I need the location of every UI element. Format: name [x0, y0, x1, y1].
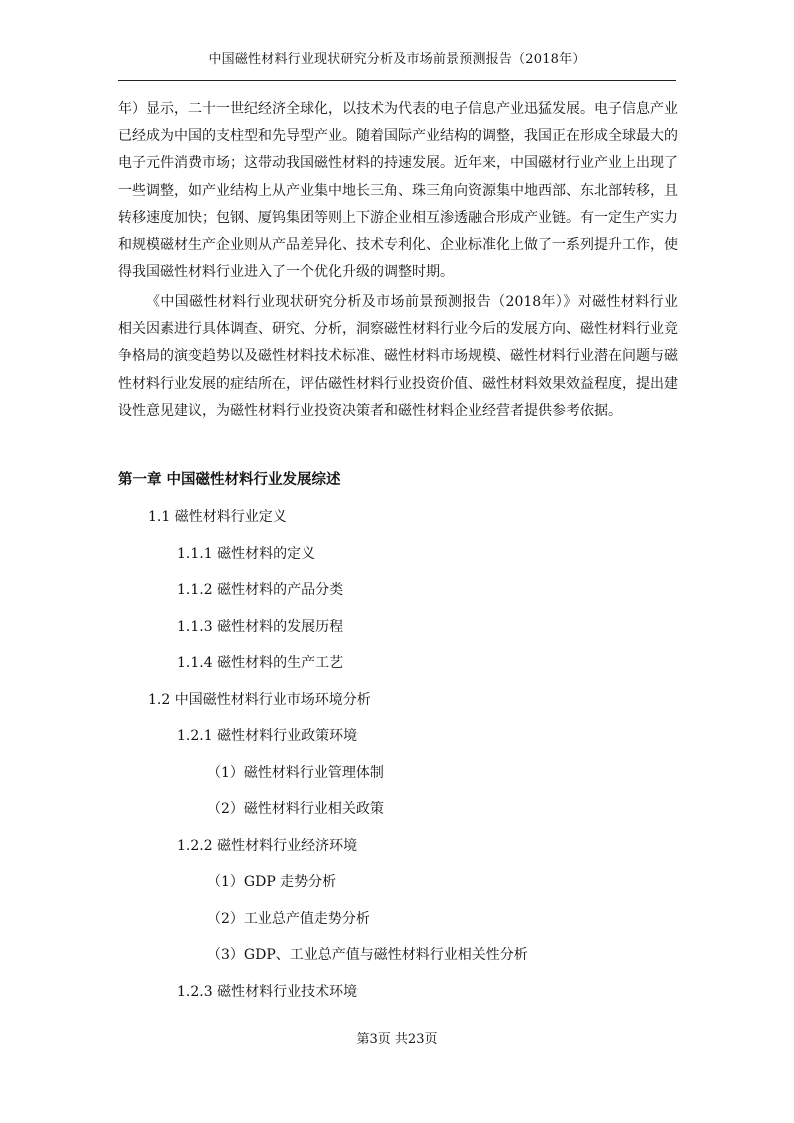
header-divider: [118, 80, 676, 81]
toc-entry: 1.1.4 磁性材料的生产工艺: [177, 655, 344, 671]
toc-entry: （1）磁性材料行业管理体制: [207, 764, 384, 781]
toc-entry: 1.1.2 磁性材料的产品分类: [177, 582, 344, 598]
body-paragraph-1: 年）显示，二十一世纪经济全球化，以技术为代表的电子信息产业迅猛发展。电子信息产业已经成为中国的支柱型和先导型产业。随着国际产业结构的调整，我国正在形成全球最大的电子元件消费市场；这带动我国磁性材料的持速发展。近年来，中国磁材行业产业上出现了一些调整，如产业结构上从产业集中地长三角、珠三角向资源集中地西部、东北部转移，且转移速度加快；包钢、厦钨集团等则上下游企业相互渗透融合形成产业链。有一定生产实力和规模磁材生产企业则从产品差异化、技术专利化、企业标准化上做了一系列提升工作，使得我国磁性材料行业进入了一个优化升级的调整时期。: [118, 101, 678, 281]
toc-entry: 1.1.1 磁性材料的定义: [177, 545, 316, 562]
toc-entry: 1.1 磁性材料行业定义: [148, 509, 287, 525]
page-number-footer: 第3页 共23页: [356, 1032, 438, 1047]
toc-entry: 1.2.1 磁性材料行业政策环境: [177, 728, 358, 744]
toc-entry: 1.2 中国磁性材料行业市场环境分析: [148, 691, 371, 708]
toc-entry: （3）GDP、工业总产值与磁性材料行业相关性分析: [207, 947, 528, 963]
toc-entry: （2）工业总产值走势分析: [207, 910, 370, 927]
toc-entry: 1.2.3 磁性材料行业技术环境: [177, 983, 358, 1000]
running-header: 中国磁性材料行业现状研究分析及市场前景预测报告（2018年）: [208, 52, 586, 67]
body-paragraph-2: 《中国磁性材料行业现状研究分析及市场前景预测报告（2018年）》对磁性材料行业相关因素进行具体调查、研究、分析，洞察磁性材料行业今后的发展方向、磁性材料行业竞争格局的演变趋势以及磁性材料技术标准、磁性材料市场规模、磁性材料行业潜在问题与磁性材料行业发展的症结所在，评估磁性材料行业投资价值、磁性材料效果效益程度，提出建设性意见建议，为磁性材料行业投资决策者和磁性材料企业经营者提供参考依据。: [118, 294, 678, 419]
toc-entry: （1）GDP 走势分析: [207, 874, 337, 890]
toc-entry: （2）磁性材料行业相关政策: [207, 801, 384, 817]
chapter-heading: 第一章 中国磁性材料行业发展综述: [118, 471, 341, 488]
toc-entry: 1.1.3 磁性材料的发展历程: [177, 618, 344, 635]
toc-entry: 1.2.2 磁性材料行业经济环境: [177, 837, 358, 854]
